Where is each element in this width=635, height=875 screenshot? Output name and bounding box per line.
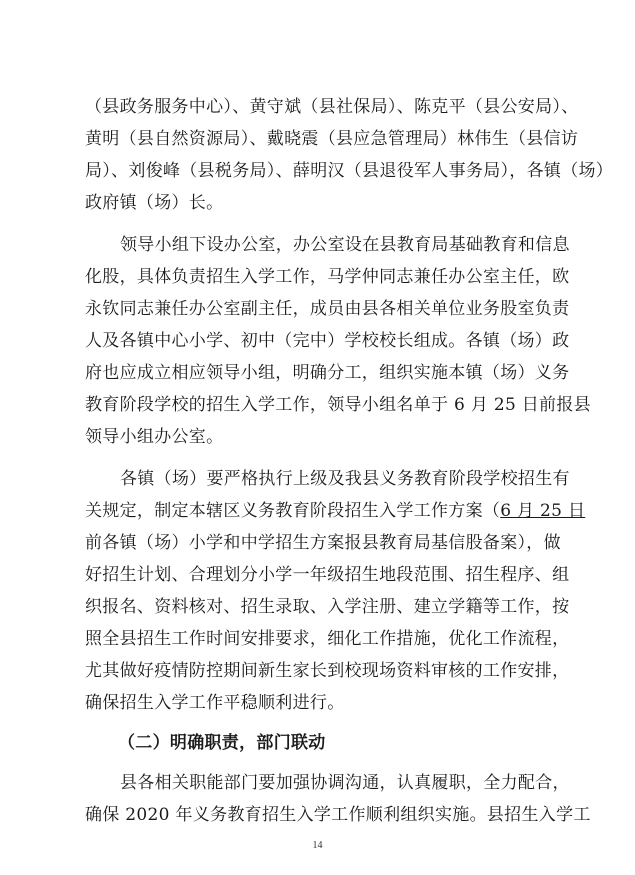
text-line: 府也应成立相应领导小组，明确分工，组织实施本镇（场）义务	[85, 363, 570, 383]
text-line: 各镇（场）要严格执行上级及我县义务教育阶段学校招生有	[120, 469, 570, 489]
text-line: 政府镇（场）长。	[85, 193, 224, 213]
text-line: 领导小组办公室。	[85, 427, 224, 447]
text-line: 确保 2020 年义务教育招生入学工作顺利组织实施。县招生入学工	[85, 805, 591, 825]
text-fragment: 关规定，制定本辖区义务教育阶段招生入学工作方案（	[85, 501, 501, 521]
text-line: 县各相关职能部门要加强协调沟通，认真履职，全力配合，	[120, 773, 570, 793]
text-line: 教育阶段学校的招生入学工作，领导小组名单于 6 月 25 日前报县	[85, 395, 591, 415]
section-heading: （二）明确职责，部门联动	[118, 733, 326, 753]
text-line: 化股，具体负责招生入学工作，马学仲同志兼任办公室主任，欧	[85, 267, 570, 287]
page-number: 14	[312, 840, 323, 851]
text-line: （县政务服务中心）、黄守斌（县社保局）、陈克平（县公安局）、	[85, 97, 579, 117]
text-line: 前各镇（场）小学和中学招生方案报县教育局基信股备案），做	[85, 533, 561, 553]
underlined-date: 6 月 25 日	[500, 501, 586, 521]
text-line: 局）、刘俊峰（县税务局）、薛明汉（县退役军人事务局），各镇（场）	[85, 161, 614, 181]
text-line: 照全县招生工作时间安排要求，细化工作措施，优化工作流程，	[85, 629, 570, 649]
text-line: 永钦同志兼任办公室副主任，成员由县各相关单位业务股室负责	[85, 299, 570, 319]
text-line: 黄明（县自然资源局）、戴晓震（县应急管理局）林伟生（县信访	[85, 129, 579, 149]
text-line: 织报名、资料核对、招生录取、入学注册、建立学籍等工作，按	[85, 597, 570, 617]
text-line: 尤其做好疫情防控期间新生家长到校现场资料审核的工作安排，	[85, 661, 570, 681]
text-line: 好招生计划、合理划分小学一年级招生地段范围、招生程序、组	[85, 565, 570, 585]
text-line: 领导小组下设办公室，办公室设在县教育局基础教育和信息	[120, 235, 570, 255]
text-line: 确保招生入学工作平稳顺利进行。	[85, 693, 345, 713]
text-line-with-date	[85, 500, 586, 522]
text-line: 人及各镇中心小学、初中（完中）学校校长组成。各镇（场）政	[85, 331, 570, 351]
